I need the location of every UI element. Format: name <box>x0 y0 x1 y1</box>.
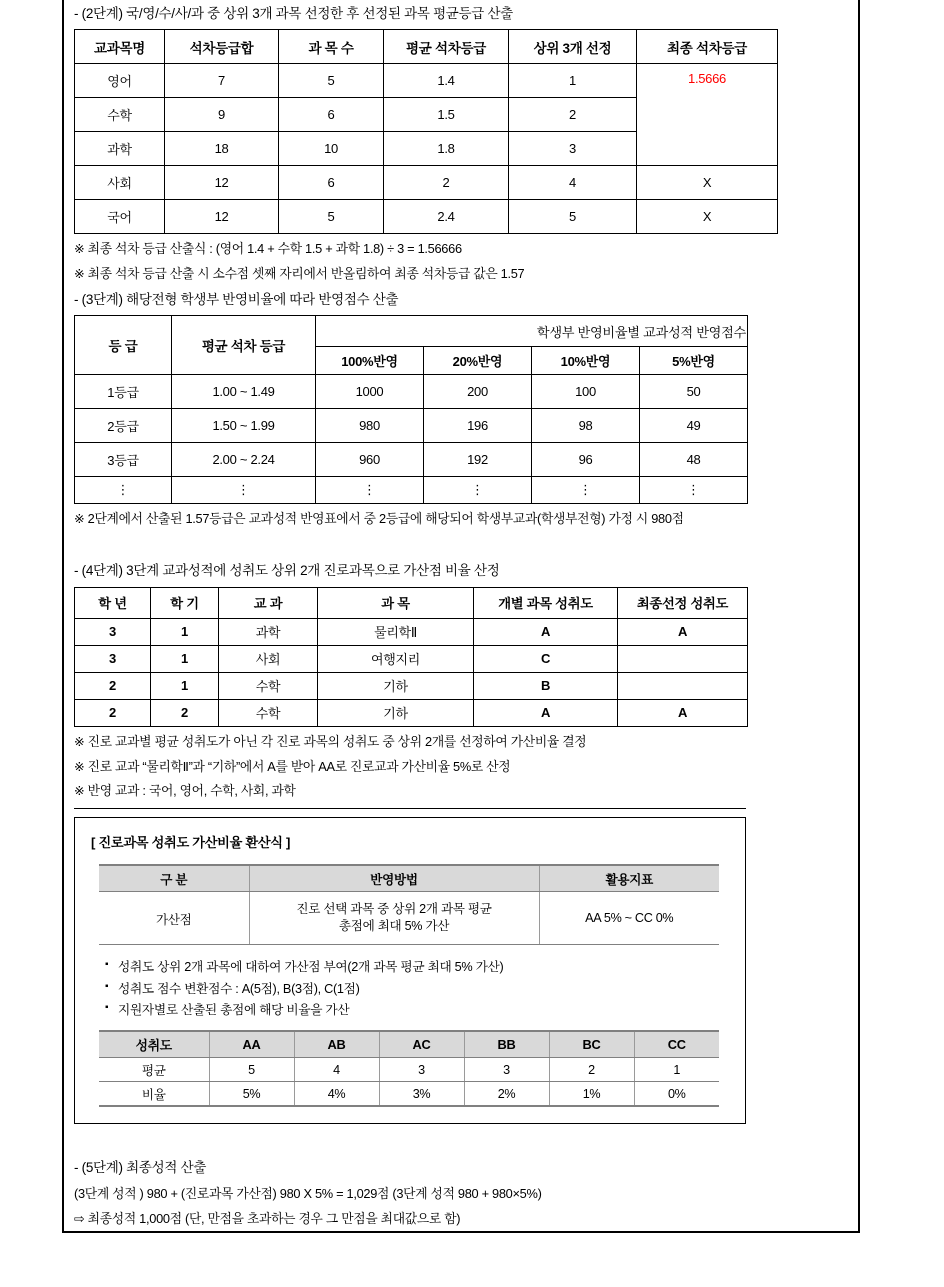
step2-heading-text: - (2단계) 국/영/수/사/과 중 상위 3개 과목 선정한 후 선정된 과목 평균등급 산출 <box>74 6 513 21</box>
step3-note-1: ※ 2단계에서 산출된 1.57등급은 교과성적 반영표에서 중 2등급에 해당되어 학생부교과(학생부전형) 가정 시 980점 <box>74 511 684 527</box>
cell-grade: 1등급 <box>75 375 172 409</box>
cell-value: 0% <box>634 1082 719 1107</box>
list-item: ▪ 성취도 상위 2개 과목에 대하여 가산점 부여(2개 과목 평균 최대 5% 가산) <box>105 957 729 978</box>
step5-heading: - (5단계) 최종성적 산출 <box>74 1160 207 1176</box>
achievement-ratio-table <box>99 1030 719 1107</box>
cell-rank: 3 <box>509 132 637 166</box>
cell-value: 1 <box>634 1058 719 1082</box>
cell-p20: 196 <box>424 409 532 443</box>
cell-bonus-label: 가산점 <box>99 892 249 945</box>
cell-year: 2 <box>75 699 151 726</box>
table-row <box>75 200 778 234</box>
section-divider-rule <box>74 808 746 809</box>
cell-range: 1.50 ~ 1.99 <box>172 409 316 443</box>
step4-note-2: ※ 진로 교과 “물리학Ⅱ”과 “기하”에서 A를 받아 AA로 진로교과 가산비율 5%로 산정 <box>74 758 511 774</box>
col-term: 학 기 <box>151 587 219 618</box>
cell-rank: 2 <box>509 98 637 132</box>
conversion-box-wrapper <box>74 817 746 1124</box>
step3-heading: - (3단계) 해당전형 학생부 반영비율에 따라 반영점수 산출 <box>74 292 399 308</box>
cell-p10: 98 <box>532 409 640 443</box>
cell-final: A <box>618 699 748 726</box>
table-row <box>75 409 748 443</box>
step2-table <box>74 29 778 234</box>
cell-achv: B <box>474 672 618 699</box>
cell-area: 수학 <box>219 699 318 726</box>
table-row <box>75 375 748 409</box>
cell-avg: 1.5 <box>384 98 509 132</box>
cell-value: 2 <box>549 1058 634 1082</box>
cell-bonus-index: AA 5% ~ CC 0% <box>539 892 719 945</box>
table-header-row <box>75 316 748 347</box>
table-row <box>75 166 778 200</box>
cell-sum: 18 <box>165 132 279 166</box>
cell-count: 5 <box>279 200 384 234</box>
cell-range: 2.00 ~ 2.24 <box>172 443 316 477</box>
document-content <box>74 0 854 1231</box>
cell-value: 4% <box>294 1082 379 1107</box>
cell-area: 사회 <box>219 645 318 672</box>
cell-term: 1 <box>151 618 219 645</box>
list-item: ▪ 성취도 점수 변환점수 : A(5점), B(3점), C(1점) <box>105 979 729 1000</box>
cell-sum: 7 <box>165 64 279 98</box>
step5-line-1: (3단계 성적 ) 980 + (진로과목 가산점) 980 X 5% = 1,029점 (3단계 성적 980 + 980×5%) <box>74 1186 542 1202</box>
cell-ellipsis: ⋮ <box>424 477 532 504</box>
cell-row-label: 비율 <box>99 1082 209 1107</box>
col-subject-count: 과 목 수 <box>279 30 384 64</box>
step2-note-1: ※ 최종 석차 등급 산출식 : (영어 1.4 + 수학 1.5 + 과학 1.8) ÷ 3 = 1.56666 <box>74 241 462 257</box>
col-group-header: 학생부 반영비율별 교과성적 반영점수 <box>316 316 748 347</box>
cell-count: 5 <box>279 64 384 98</box>
col-subject: 과 목 <box>318 587 474 618</box>
cell-p100: 980 <box>316 409 424 443</box>
step4-note-1: ※ 진로 교과별 평균 성취도가 아닌 각 진로 과목의 성취도 중 상위 2개를 선정하여 가산비율 결정 <box>74 733 587 749</box>
col-bc: BC <box>549 1031 634 1058</box>
cell-ellipsis: ⋮ <box>316 477 424 504</box>
col-area: 교 과 <box>219 587 318 618</box>
cell-ellipsis: ⋮ <box>640 477 748 504</box>
section-spacer <box>74 531 854 557</box>
cell-count: 6 <box>279 166 384 200</box>
table-row <box>75 64 778 98</box>
cell-avg: 2 <box>384 166 509 200</box>
cell-subject: 여행지리 <box>318 645 474 672</box>
cell-p20: 192 <box>424 443 532 477</box>
cell-p5: 48 <box>640 443 748 477</box>
cell-year: 2 <box>75 672 151 699</box>
table-header-row <box>75 587 748 618</box>
col-bb: BB <box>464 1031 549 1058</box>
col-ratio-100: 100%반영 <box>316 347 424 375</box>
cell-value: 3 <box>379 1058 464 1082</box>
cell-avg: 2.4 <box>384 200 509 234</box>
col-final-rank: 최종 석차등급 <box>637 30 778 64</box>
table-row <box>75 443 748 477</box>
conversion-box <box>74 817 746 1124</box>
table-header-row <box>99 1031 719 1058</box>
cell-value: 5% <box>209 1082 294 1107</box>
cell-rank: 5 <box>509 200 637 234</box>
cell-count: 10 <box>279 132 384 166</box>
cell-ellipsis: ⋮ <box>75 477 172 504</box>
table-row <box>75 699 748 726</box>
col-top3-select: 상위 3개 선정 <box>509 30 637 64</box>
table-row <box>75 672 748 699</box>
cell-ellipsis: ⋮ <box>532 477 640 504</box>
cell-value: 4 <box>294 1058 379 1082</box>
cell-area: 과학 <box>219 618 318 645</box>
cell-year: 3 <box>75 645 151 672</box>
cell-sum: 9 <box>165 98 279 132</box>
section-spacer <box>74 1124 854 1154</box>
cell-p100: 1000 <box>316 375 424 409</box>
cell-term: 1 <box>151 672 219 699</box>
col-grade: 등 급 <box>75 316 172 375</box>
bonus-method-table <box>99 864 719 945</box>
cell-ellipsis: ⋮ <box>172 477 316 504</box>
cell-grade: 3등급 <box>75 443 172 477</box>
cell-subject: 기하 <box>318 699 474 726</box>
col-indicator: 활용지표 <box>539 865 719 892</box>
cell-row-label: 평균 <box>99 1058 209 1082</box>
cell-sum: 12 <box>165 166 279 200</box>
col-achievement-label: 성취도 <box>99 1031 209 1058</box>
method-line-1: 진로 선택 과목 중 상위 2개 과목 평균 <box>296 902 492 917</box>
list-item: ▪ 지원자별로 산출된 총점에 해당 비율을 가산 <box>105 1000 729 1021</box>
col-rank-sum: 석차등급합 <box>165 30 279 64</box>
col-ab: AB <box>294 1031 379 1058</box>
step2-heading <box>74 0 854 27</box>
cell-achv: A <box>474 699 618 726</box>
cell-subject: 기하 <box>318 672 474 699</box>
step4-heading: - (4단계) 3단계 교과성적에 성취도 상위 2개 진로과목으로 가산점 비율 산정 <box>74 563 500 579</box>
cell-subject: 물리학Ⅱ <box>318 618 474 645</box>
col-ratio-5: 5%반영 <box>640 347 748 375</box>
table-row <box>99 1058 719 1082</box>
cell-subject: 국어 <box>75 200 165 234</box>
cell-p5: 50 <box>640 375 748 409</box>
table-row-ellipsis <box>75 477 748 504</box>
table-row <box>75 618 748 645</box>
cell-p20: 200 <box>424 375 532 409</box>
col-division: 구 분 <box>99 865 249 892</box>
cell-final <box>618 645 748 672</box>
cell-final <box>618 672 748 699</box>
cell-value: 5 <box>209 1058 294 1082</box>
col-ratio-10: 10%반영 <box>532 347 640 375</box>
step3-table <box>74 315 748 504</box>
col-cc: CC <box>634 1031 719 1058</box>
cell-subject: 사회 <box>75 166 165 200</box>
cell-subject: 수학 <box>75 98 165 132</box>
cell-value: 2% <box>464 1082 549 1107</box>
cell-p10: 100 <box>532 375 640 409</box>
col-final-achieve: 최종선정 성취도 <box>618 587 748 618</box>
cell-value: 3 <box>464 1058 549 1082</box>
cell-range: 1.00 ~ 1.49 <box>172 375 316 409</box>
cell-bonus-method <box>249 892 539 945</box>
col-year: 학 년 <box>75 587 151 618</box>
cell-final: X <box>637 166 778 200</box>
cell-subject: 영어 <box>75 64 165 98</box>
cell-avg: 1.4 <box>384 64 509 98</box>
col-avg-rank: 평균 석차등급 <box>384 30 509 64</box>
cell-achv: A <box>474 618 618 645</box>
cell-rank: 1 <box>509 64 637 98</box>
bonus-rules-list <box>91 957 729 1021</box>
cell-sum: 12 <box>165 200 279 234</box>
conversion-box-title: [ 진로과목 성취도 가산비율 환산식 ] <box>91 835 291 851</box>
step5-line-2: ⇨ 최종성적 1,000점 (단, 만점을 초과하는 경우 그 만점을 최대값으로 함) <box>74 1211 461 1227</box>
table-header-row <box>75 30 778 64</box>
cell-avg: 1.8 <box>384 132 509 166</box>
cell-achv: C <box>474 645 618 672</box>
col-achievement: 개별 과목 성취도 <box>474 587 618 618</box>
cell-term: 1 <box>151 645 219 672</box>
cell-count: 6 <box>279 98 384 132</box>
cell-p5: 49 <box>640 409 748 443</box>
col-ratio-20: 20%반영 <box>424 347 532 375</box>
cell-area: 수학 <box>219 672 318 699</box>
table-row <box>99 892 719 945</box>
cell-value: 1% <box>549 1082 634 1107</box>
cell-rank: 4 <box>509 166 637 200</box>
cell-year: 3 <box>75 618 151 645</box>
table-header-row <box>99 865 719 892</box>
table-row <box>75 645 748 672</box>
step2-note-2: ※ 최종 석차 등급 산출 시 소수점 셋째 자리에서 반올림하여 최종 석차등급 값은 1.57 <box>74 266 525 282</box>
table-row <box>99 1082 719 1107</box>
col-subject-name: 교과목명 <box>75 30 165 64</box>
cell-subject: 과학 <box>75 132 165 166</box>
col-aa: AA <box>209 1031 294 1058</box>
cell-grade: 2등급 <box>75 409 172 443</box>
col-avg-range: 평균 석차 등급 <box>172 316 316 375</box>
cell-p10: 96 <box>532 443 640 477</box>
col-method: 반영방법 <box>249 865 539 892</box>
cell-final: A <box>618 618 748 645</box>
cell-final: X <box>637 200 778 234</box>
step4-note-3: ※ 반영 교과 : 국어, 영어, 수학, 사회, 과학 <box>74 783 296 799</box>
cell-value: 3% <box>379 1082 464 1107</box>
cell-term: 2 <box>151 699 219 726</box>
step4-table <box>74 587 748 727</box>
method-line-2: 총점에 최대 5% 가산 <box>338 919 450 934</box>
col-ac: AC <box>379 1031 464 1058</box>
cell-final-grade-merged: 1.5666 <box>637 64 778 166</box>
cell-p100: 960 <box>316 443 424 477</box>
